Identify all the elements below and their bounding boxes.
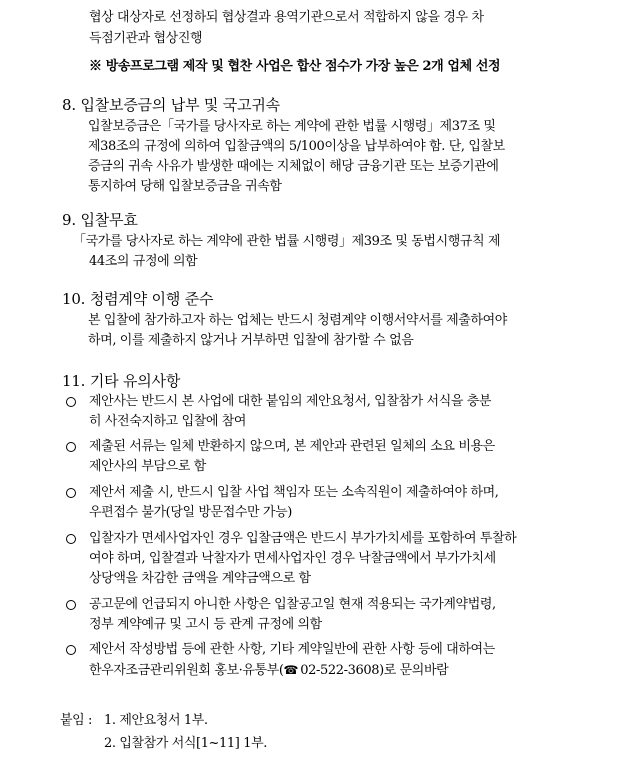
bullet-line: 여야 하며, 입찰결과 낙찰자가 면세사업자인 경우 낙찰금액에서 부가가치세 [89,551,496,566]
bullet-line: 입찰자가 면세사업자인 경우 입찰금액은 반드시 부가가치세를 포함하여 투찰하 [89,531,517,546]
bullet-line: 히 사전숙지하고 입찰에 참여 [89,414,247,429]
bullet-circle-icon [66,600,76,610]
section-8-heading: 8. 입찰보증금의 납부 및 국고귀속 [62,96,280,114]
bullet-line: 제안사는 반드시 본 사업에 대한 붙임의 제안요청서, 입찰참가 서식을 충분 [89,394,492,409]
bullet-circle-icon [66,442,76,452]
intro-line-2: 득점기관과 협상진행 [89,31,203,46]
section-8-line: 증금의 귀속 사유가 발생한 때에는 지체없이 해당 금융기관 또는 보증기관에 [88,159,499,174]
bullet-circle-icon [66,488,76,498]
bullet-line: 제안서 작성방법 등에 관한 사항, 기타 계약일반에 관한 사항 등에 대하여는 [89,642,495,657]
contact-text: 한우자조금관리위원회 홍보·유통부( [89,663,284,678]
bullet-circle-icon [66,534,76,544]
section-10-line: 본 입찰에 참가하고자 하는 업체는 반드시 청렴계약 이행서약서를 제출하여야 [88,313,507,328]
intro-line-1: 협상 대상자로 선정하되 협상결과 용역기관으로서 적합하지 않을 경우 차 [89,10,484,25]
section-9-line: 44조의 규정에 의함 [89,254,198,269]
contact-line [89,662,448,679]
contact-suffix: )로 문의바람 [379,663,449,678]
attachment-label: 붙임 : [60,713,93,728]
bullet-line: 제출된 서류는 일체 반환하지 않으며, 본 제안과 관련된 일체의 소요 비용은 [89,439,495,454]
bullet-line: 우편접수 불가(당일 방문접수만 가능) [89,505,292,520]
contact-phone: 02-522-3608 [300,663,380,678]
section-10-heading: 10. 청렴계약 이행 준수 [62,290,214,308]
telephone-icon: ☎ [283,663,299,677]
bullet-line: 공고문에 언급되지 아니한 사항은 입찰공고일 현재 적용되는 국가계약법령, [89,597,496,612]
bullet-line: 제안사의 부담으로 함 [89,459,206,474]
section-10-line: 하며, 이를 제출하지 않거나 거부하면 입찰에 참가할 수 없음 [88,333,414,348]
section-8-line: 통지하여 당해 입찰보증금을 귀속함 [88,179,282,194]
attachment-item: 1. 제안요청서 1부. [104,713,208,728]
attachment-item: 2. 입찰참가 서식[1~11] 1부. [104,736,267,751]
bullet-line: 상당액을 차감한 금액을 계약금액으로 함 [89,571,311,586]
section-9-line: 「국가를 당사자로 하는 계약에 관한 법률 시행령」제39조 및 동법시행규칙 제 [73,234,501,249]
bullet-circle-icon [66,645,76,655]
section-8-line: 입찰보증금은「국가를 당사자로 하는 계약에 관한 법률 시행령」제37조 및 [88,119,496,134]
intro-note: ※ 방송프로그램 제작 및 협찬 사업은 합산 점수가 가장 높은 2개 업체 선정 [89,59,501,74]
section-8-line: 제38조의 규정에 의하여 입찰금액의 5/100이상을 납부하여야 함. 단, 입찰보 [88,139,505,154]
bullet-line: 정부 계약예규 및 고시 등 관계 규정에 의함 [89,617,322,632]
section-11-heading: 11. 기타 유의사항 [62,372,181,390]
section-9-heading: 9. 입찰무효 [62,211,138,229]
bullet-line: 제안서 제출 시, 반드시 입찰 사업 책임자 또는 소속직원이 제출하여야 하며, [89,485,499,500]
bullet-circle-icon [66,397,76,407]
